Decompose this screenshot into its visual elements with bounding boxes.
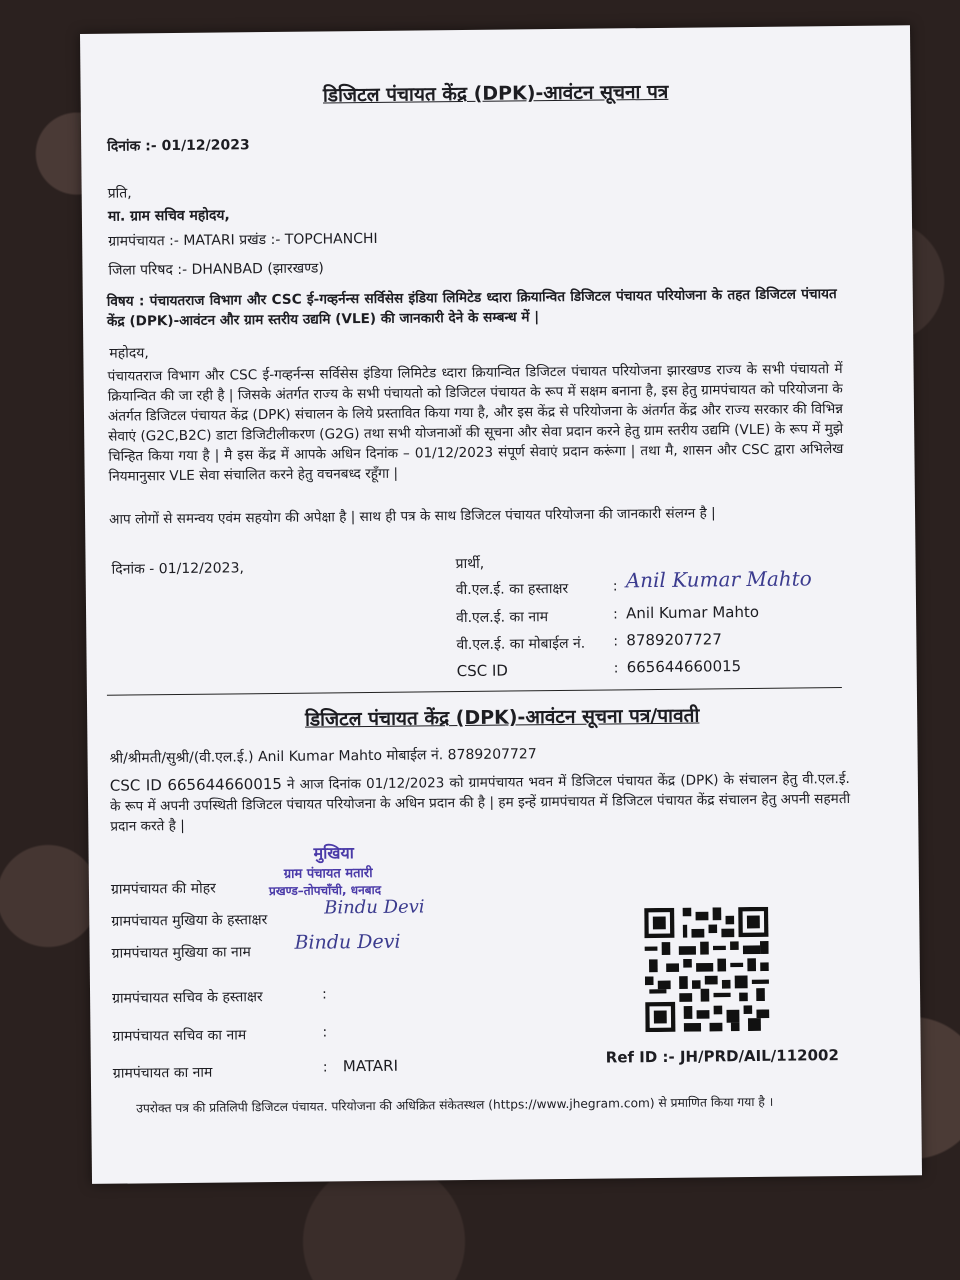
colon: : (322, 1024, 328, 1041)
receipt-vle-line: श्री/श्रीमती/सुश्री/(वी.एल.ई.) Anil Kumar Mahto मोबाईल नं. 8789207727 (109, 746, 537, 767)
colon: : (612, 578, 618, 595)
colon: : (613, 633, 619, 650)
stamp-block: प्रखण्ड–तोपचाँची, धनबाद (268, 882, 382, 899)
qr-code-icon (644, 907, 769, 1032)
body-paragraph: पंचायतराज विभाग और CSC ई-गव्हर्नन्स सर्विसेस इंडिया लिमिटेड ध्दारा क्रियान्वित डिजिटल पंचायत परियोजना झारखण्ड राज्य के सभी पंचायतो में क्रियान्वित की जा रही है | जिसके अंतर्गत राज्य के सभी पंचायतो को डिजिटल पंचायत के रूप में सक्षम बनाना है, इस हेतु ग्रामपंचायत को परियोजना के अंतर्गत डिजिटल पंचायत केंद्र (DPK) संचालन के लिये प्रस्तावित किया गया है, और इस केंद्र से परियोजना के अंतर्गत केंद्र और राज्य सरकार की विभिन्न सेवाएं (G2C,B2C) डाटा डिजिटीलीकरण (G2G) तथा सभी योजनाओं की सूचना और सेवा प्रदान करने हेतु ग्राम स्तरीय उद्यमि (VLE) के रूप में मुझे चिन्हित किया गया है | मै इस केंद्र में आपके अधिन दिनांक – 01/12/2023 संपूर्ण सेवाएं प्रदान करूंगा | तथा मै, शासन और CSC द्वारा अभिलेख नियमानुसार VLE सेवा संचालित करने हेतु वचनबध्द रहूँगा | (107, 361, 844, 485)
gp-name-label: ग्रामपंचायत का नाम (112, 1064, 213, 1082)
prati-text: प्रति, (107, 185, 132, 202)
recipient-line: मा. ग्राम सचिव महोदय, (107, 207, 230, 225)
receipt-title: डिजिटल पंचायत केंद्र (DPK)-आवंटन सूचना पत्र/पावती (304, 704, 700, 731)
prarthi-text: प्रार्थी, (455, 555, 485, 573)
csc-id-value: 665644660015 (626, 657, 742, 677)
stamp-gp-name: ग्राम पंचायत मतारी (283, 865, 373, 882)
divider (107, 687, 842, 696)
vle-signature: Anil Kumar Mahto (625, 566, 812, 593)
gram-panchayat-line: ग्रामपंचायत :- MATARI प्रखंड :- TOPCHANCHI (108, 230, 378, 250)
sign-date: दिनांक - 01/12/2023, (111, 560, 245, 578)
vle-name-value: Anil Kumar Mahto (626, 602, 760, 623)
vle-mobile-label: वी.एल.ई. का मोबाईल नं. (456, 635, 586, 654)
ref-id: Ref ID :- JH/PRD/AIL/112002 (605, 1046, 839, 1067)
receipt-paragraph (110, 768, 851, 837)
stamp-mukhiya: मुखिया (313, 843, 354, 863)
colon: : (613, 660, 619, 677)
secretary-signature-label: ग्रामपंचायत सचिव के हस्ताक्षर (112, 989, 263, 1007)
mukhiya-name-label: ग्रामपंचायत मुखिया का नाम (111, 944, 251, 962)
mukhiya-name-handwritten: Bindu Devi (294, 930, 401, 954)
receipt-paragraph-text: ने आज दिनांक 01/12/2023 को ग्रामपंचायत भवन में डिजिटल पंचायत केंद्र (DPK) के संचालन हेतु वी.एल.ई. के रूप में अपनी उपस्थिती डिजिटल पंचायत परियोजना के अधिन प्रदान की है | हम इन्हें ग्रामपंचायत में डिजिटल पंचायत केंद्र संचालन हेतु अपनी सहमती प्रदान करते है | (110, 770, 851, 835)
footer-note: उपरोक्त पत्र की प्रतिलिपी डिजिटल पंचायत. परियोजना की अधिक्रित संकेतस्थल (https://www.jhegram.com) से प्रमाणित किया गया है । (136, 1094, 774, 1116)
district-line: जिला परिषद :- DHANBAD (झारखण्ड) (108, 260, 324, 279)
page-title: डिजिटल पंचायत केंद्र (DPK)-आवंटन सूचना पत्र (322, 80, 669, 107)
mukhiya-signature-label: ग्रामपंचायत मुखिया के हस्ताक्षर (111, 912, 268, 930)
date-line: दिनांक :- 01/12/2023 (107, 137, 250, 155)
colon: : (613, 606, 618, 623)
vle-mobile-value: 8789207727 (626, 630, 722, 650)
colon: : (321, 986, 327, 1003)
vle-signature-label: वी.एल.ई. का हस्ताक्षर (455, 580, 569, 599)
subject-text: विषय : पंचायतराज विभाग और CSC ई-गव्हर्नन्स सर्विसेस इंडिया लिमिटेड ध्दारा क्रियान्वित डिजिटल पंचायत परियोजना के तहत डिजिटल पंचायत केंद्र (DPK)-आवंटन और ग्राम स्तरीय उद्यमि (VLE) की जानकारी देने के सम्बन्ध में | (106, 286, 837, 330)
salutation: महोदय, (109, 345, 149, 362)
letter-page (80, 25, 922, 1184)
vle-name-label: वी.एल.ई. का नाम (456, 609, 549, 627)
mukhiya-signature: Bindu Devi (324, 896, 425, 919)
secretary-name-label: ग्रामपंचायत सचिव का नाम (112, 1027, 247, 1045)
receipt-csc-id: CSC ID 665644660015 (109, 774, 283, 795)
closing-line: आप लोगों से समन्वय एवंम सहयोग की अपेक्षा है | साथ ही पत्र के साथ डिजिटल पंचायत परियोजना की जानकारी संलग्न है | (109, 505, 716, 528)
csc-id-label: CSC ID (456, 661, 509, 681)
colon: : (322, 1059, 328, 1076)
gp-name-value: MATARI (342, 1056, 399, 1076)
gp-seal-label: ग्रामपंचायत की मोहर (110, 880, 216, 898)
